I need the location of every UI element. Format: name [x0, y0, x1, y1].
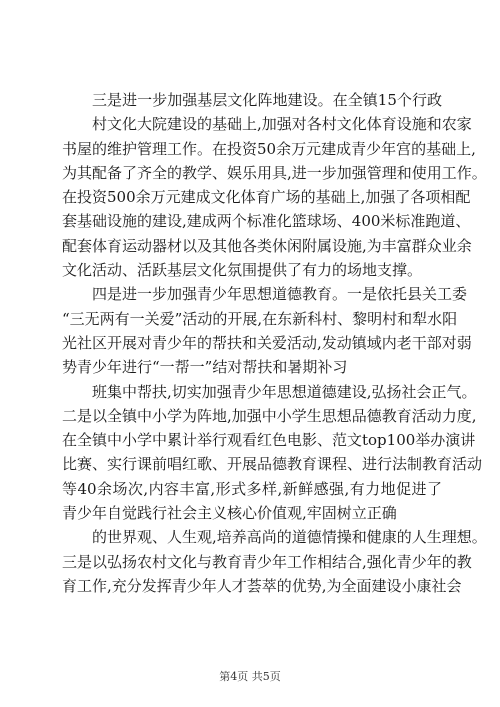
text-line: 光社区开展对青少年的帮扶和关爱活动,发动镇域内老干部对弱 — [62, 333, 472, 352]
text-line: 在全镇中小学中累计举行观看红色电影、范文top100举办演讲 — [62, 431, 476, 450]
text-line: 村文化大院建设的基础上,加强对各村文化体育设施和农家 — [92, 115, 472, 134]
text-line: 在投资500余万元建成文化体育广场的基础上,加强了各项相配 — [62, 188, 471, 207]
page-footer: 第4页 共5页 — [219, 670, 281, 683]
text-line: “三无两有一关爱”活动的开展,在东新科村、黎明村和犁水阳 — [62, 309, 458, 328]
text-line: 三是以弘扬农村文化与教育青少年工作相结合,强化青少年的教 — [62, 552, 472, 571]
text-line: 二是以全镇中小学为阵地,加强中小学生思想品德教育活动力度, — [62, 406, 477, 425]
text-line: 势青少年进行“一帮一”结对帮扶和暑期补习 — [62, 358, 348, 377]
text-line: 青少年自觉践行社会主义核心价值观,牢固树立正确 — [62, 504, 397, 523]
text-line: 文化活动、活跃基层文化氛围提供了有力的场地支撑。 — [62, 261, 423, 280]
text-line: 四是进一步加强青少年思想道德教育。一是依托县关工委 — [92, 285, 468, 304]
text-line: 为其配备了齐全的教学、娱乐用具,进一步加强管理和使用工作。 — [62, 163, 487, 182]
text-line: 套基础设施的建设,建成两个标准化篮球场、400米标准跑道、 — [62, 212, 471, 231]
text-line: 班集中帮扶,切实加强青少年思想道德建设,弘扬社会正气。 — [92, 382, 477, 401]
text-line: 配套体育运动器材以及其他各类休闲附属设施,为丰富群众业余 — [62, 236, 472, 255]
text-line: 比赛、实行课前唱红歌、开展品德教育课程、进行法制教育活动 — [62, 455, 483, 474]
text-line: 育工作,充分发挥青少年人才荟萃的优势,为全面建设小康社会 — [62, 576, 462, 595]
text-line: 等40余场次,内容丰富,形式多样,新鲜感强,有力地促进了 — [62, 479, 442, 498]
text-line: 三是进一步加强基层文化阵地建设。在全镇15个行政 — [92, 91, 442, 109]
text-line: 书屋的维护管理工作。在投资50余万元建成青少年宫的基础上, — [62, 139, 476, 158]
text-line: 的世界观、人生观,培养高尚的道德情操和健康的人生理想。 — [92, 528, 487, 547]
document-body — [62, 88, 487, 598]
